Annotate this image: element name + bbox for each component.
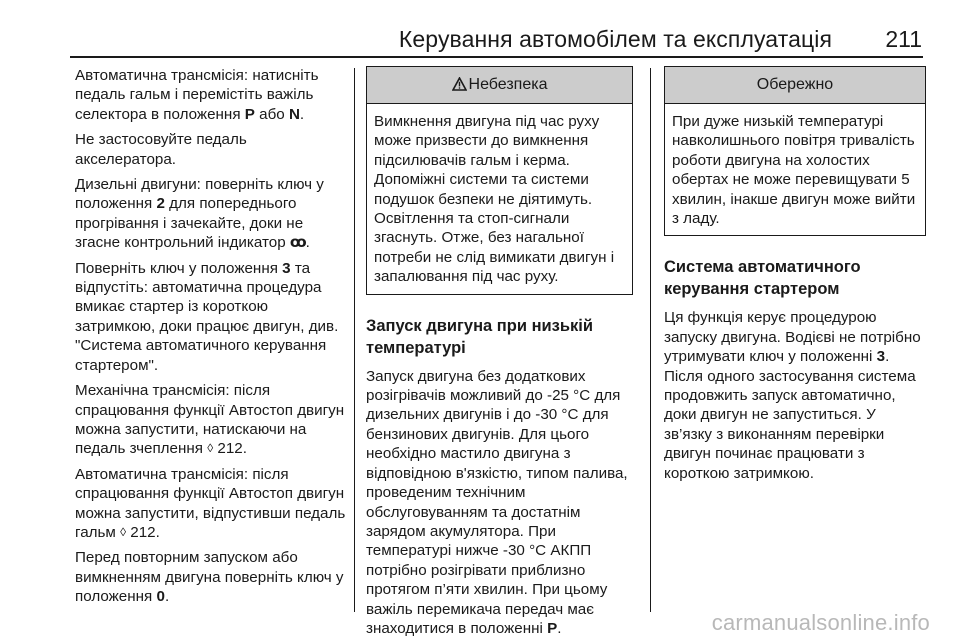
caution-box-text: При дуже низькій температурі навколишнього повітря тривалість роботи двигуна на холостих обертах не може перевищувати 5 хвилин, інакше двигун може вийти з ладу.: [672, 113, 916, 228]
paragraph: Запуск двигуна без додаткових розігрівачів можливий до -25 °C для дизельних двигунів і до -30 °C для бензинових двигунів. Для цього необхідно мастило двигуна з відповідною в'язкістю, типом палива, проведеним технічним обслуговуванням та достатнім зарядом акумулятора. При температурі нижче -30 °C АКПП потрібно розігрівати приблизно протягом п’яти хвилин. При цьому важіль перемикача передач має знаходитися в положенні P.: [366, 367, 628, 637]
section-title-starter: Система автоматичного керування стартером: [664, 258, 861, 299]
page-number: 211: [885, 26, 922, 52]
danger-box: [366, 66, 633, 295]
danger-box-title: Небезпека: [468, 76, 548, 93]
column-middle: [366, 66, 633, 644]
paragraph: Автоматична трансмісія: натисніть педаль гальм і перемістіть важіль селектора в положення P або N.: [75, 67, 319, 123]
caution-box-title: Обережно: [756, 76, 834, 93]
paragraph: Дизельні двигуни: поверніть ключ у положення 2 для попереднього прогрівання і зачекайте, доки не згасне контрольний індикатор ꝏ.: [75, 176, 324, 252]
paragraph: Поверніть ключ у положення 3 та відпустіть: автоматична процедура вмикає стартер із короткою затримкою, доки працює двигун, див. "Система автоматичного керування стартером".: [75, 259, 339, 374]
danger-box-text: Вимкнення двигуна під час руху може призвести до вимкнення підсилювачів гальм і керма. Допоміжні системи та системи подушок безпеки не діятимуть. Освітлення та стоп-сигнали згаснуть. Отже, без нагальної потреби не слід вимикати двигун і запалювання під час руху.: [374, 113, 615, 286]
column-left: [75, 66, 347, 613]
danger-box-header: [367, 67, 632, 104]
paragraph: Автоматична трансмісія: після спрацювання функції Автостоп двигун можна запустити, відпустивши педаль гальм ◊ 212.: [75, 465, 346, 541]
watermark: carmanualsonline.info: [711, 610, 930, 635]
section-title-cold-start: Запуск двигуна при низькій температурі: [366, 316, 594, 357]
paragraph: Не застосовуйте педаль акселератора.: [75, 131, 247, 168]
column-divider-2: [650, 68, 651, 612]
caution-box-header: [665, 67, 925, 104]
page-ref-arrow-icon: ◊: [120, 524, 127, 539]
paragraph: Перед повторним запуском або вимкненням двигуна поверніть ключ у положення 0.: [75, 549, 344, 606]
page-ref-arrow-icon: ◊: [207, 441, 214, 456]
page-title: Керування автомобілем та експлуатація: [398, 26, 832, 52]
page-ref-link[interactable]: 212.: [213, 440, 247, 458]
paragraph: Ця функція керує процедурою запуску двигуна. Водієві не потрібно утримувати ключ у положенні 3. Після одного застосування система продовжить запуск автоматично, доки двигун не запуститься. У зв’язку з виконанням перевірки двигун починає працювати з короткою затримкою.: [664, 309, 921, 482]
warning-triangle-icon: [452, 69, 467, 105]
glow-plug-icon: ꝏ: [289, 234, 306, 252]
column-right: [664, 66, 926, 489]
caution-box: [664, 66, 926, 236]
paragraph: Механічна трансмісія: після спрацювання функції Автостоп двигун можна запустити, натискаючи на педаль зчеплення ◊ 212.: [75, 382, 345, 458]
header-divider: [70, 56, 923, 58]
column-divider-1: [354, 68, 355, 612]
page-ref-link[interactable]: 212.: [126, 523, 160, 541]
